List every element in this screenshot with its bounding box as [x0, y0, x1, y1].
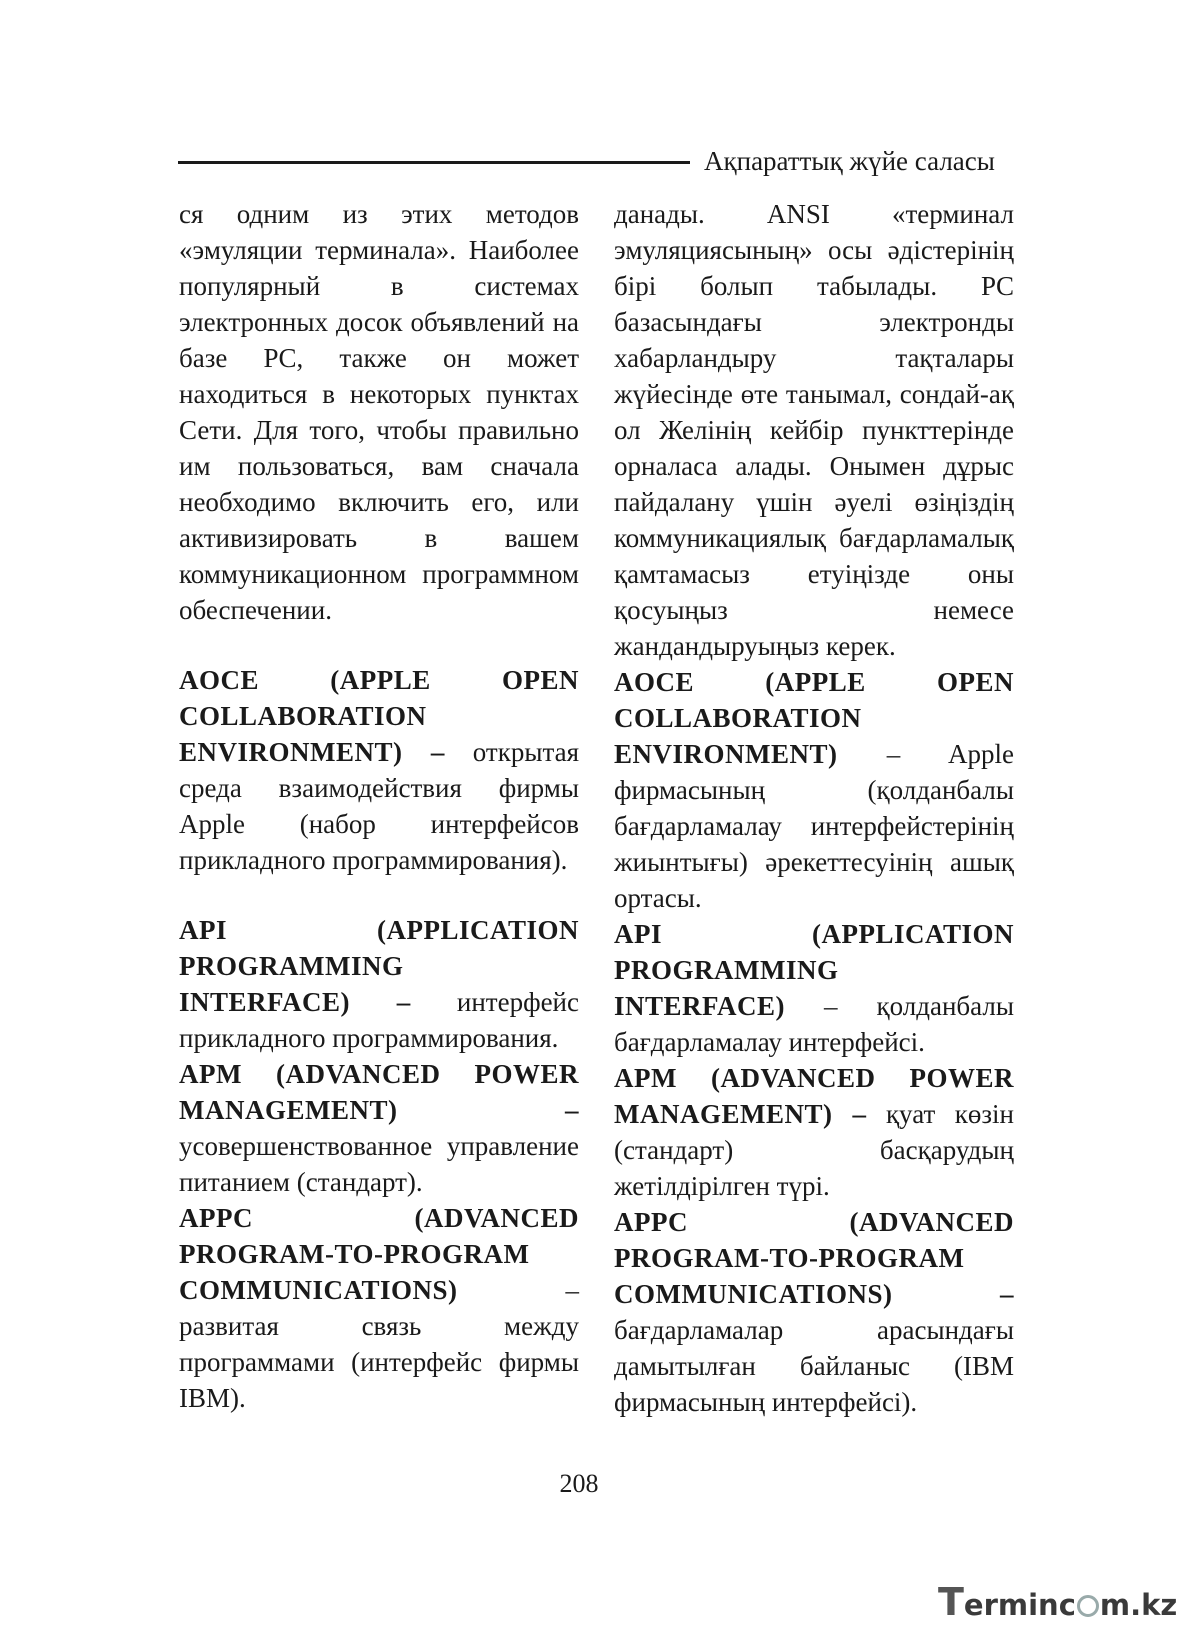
right-entry-appc [614, 1204, 1014, 1420]
entry-term: AOCE (APPLE OPEN COLLABORATION ENVIRONMENT) – [179, 665, 579, 767]
entry-term: APPC (ADVANCED PROGRAM-TO-PROGRAM COMMUNICATIONS) – [614, 1207, 1014, 1309]
entry-definition: бағдарламалар арасындағы дамытылған байланыс (IBM фирмасының интерфейсі). [614, 1315, 1014, 1417]
right-column [614, 196, 1014, 1420]
magnifier-icon [1077, 1595, 1099, 1617]
entry-term: AOCE (APPLE OPEN COLLABORATION ENVIRONMENT) [614, 667, 1014, 769]
header-rule [178, 161, 690, 164]
entry-term: APPC (ADVANCED PROGRAM-TO-PROGRAM COMMUNICATIONS) [179, 1203, 579, 1305]
right-entry-apm [614, 1060, 1014, 1204]
entry-definition: усовершенствованное управление питанием (стандарт). [179, 1131, 579, 1197]
left-entry-apm [179, 1056, 579, 1200]
watermark-suffix: m.kz [1099, 1588, 1177, 1622]
running-header: Ақпараттық жүйе саласы [704, 146, 995, 176]
left-entry-appc [179, 1200, 579, 1416]
entry-definition: – Apple фирмасының (қолданбалы бағдарламалау интерфейстерінің жиынтығы) әрекеттесуінің ашық ортасы. [614, 739, 1014, 913]
left-entry-api [179, 912, 579, 1056]
right-entry-api [614, 916, 1014, 1060]
termincom-watermark-logo [938, 1580, 1177, 1624]
entry-term: API (APPLICATION PROGRAMMING INTERFACE) [614, 919, 1014, 1021]
entry-definition: – қолданбалы бағдарламалау интерфейсі. [614, 991, 1014, 1057]
watermark-middle: erminc [963, 1588, 1076, 1622]
left-column [179, 196, 579, 1416]
right-entry-aoce [614, 664, 1014, 916]
watermark-prefix: T [938, 1580, 964, 1624]
entry-term: APM (ADVANCED POWER MANAGEMENT) – [179, 1059, 579, 1125]
entry-term: APM (ADVANCED POWER MANAGEMENT) – [614, 1063, 1014, 1129]
entry-definition: интерфейс прикладного программирования. [179, 987, 579, 1053]
entry-definition: – развитая связь между программами (интерфейс фирмы IBM). [179, 1275, 579, 1413]
left-intro-paragraph: ся одним из этих методов «эмуляции терминала». Наиболее популярный в системах электронных досок объявлений на базе PC, также он может находиться в некоторых пунктах Сети. Для того, чтобы правильно им пользоваться, вам сначала необходимо включить его, или активизировать в вашем коммуникационном программном обеспечении. [179, 199, 579, 625]
entry-definition: открытая среда взаимодействия фирмы Apple (набор интерфейсов прикладного программирования). [179, 737, 579, 875]
entry-definition: қуат көзін (стандарт) басқарудың жетілдірілген түрі. [614, 1099, 1014, 1201]
right-intro-paragraph: данады. ANSI «терминал эмуляциясының» осы әдістерінің бірі болып табылады. PC базасындағы электронды хабарландыру тақталары жүйесінде өте танымал, сондай-ақ ол Желінің кейбір пункттерінде орналаса алады. Онымен дұрыс пайдалану үшін әуелі өзіңіздің коммуникациялық бағдарламалық қамтамасыз етуіңізде оны қосуыңыз немесе жандандыруыңыз керек. [614, 199, 1014, 661]
page-number: 208 [559, 1469, 599, 1498]
entry-term: API (APPLICATION PROGRAMMING INTERFACE) – [179, 915, 579, 1017]
left-entry-aoce [179, 662, 579, 878]
